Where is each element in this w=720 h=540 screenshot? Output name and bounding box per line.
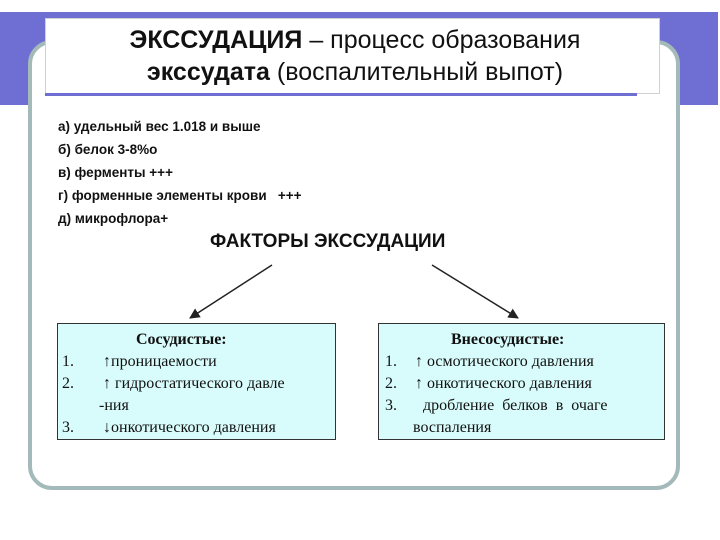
item-number: 1. [385,353,397,370]
title-exudate: экссудата [146,58,270,86]
property-item: г) форменные элементы крови +++ [58,188,302,203]
property-item: б) белок 3-8%о [58,142,158,157]
item-number: 3. [62,419,74,436]
item-number: 2. [385,375,397,392]
property-item: д) микрофлора+ [58,211,169,226]
item-number: 2. [62,375,74,392]
extravascular-item: дробление белков в очаге [423,397,608,414]
vascular-item: ↑ гидростатического давле [103,375,285,392]
vascular-factors-box [57,323,336,440]
arrow-right [432,265,518,318]
title-term: ЭКССУДАЦИЯ [129,26,303,54]
title-effusion: (воспалительный выпот) [269,58,564,86]
property-item: в) ферменты +++ [58,165,173,180]
title-definition: – процесс образования [302,26,581,54]
vascular-item-continuation: -ния [99,397,129,414]
vascular-item: ↑проницаемости [103,353,217,370]
factors-heading: ФАКТОРЫ ЭКССУДАЦИИ [210,231,446,252]
property-item: а) удельный вес 1.018 и выше [58,119,261,134]
extravascular-heading: Внесосудистые: [451,331,565,348]
item-number: 1. [62,353,74,370]
extravascular-factors-box [378,323,665,440]
vascular-item: ↓онкотического давления [103,419,276,436]
vascular-heading: Сосудистые: [136,331,227,348]
extravascular-item: ↑ онкотического давления [415,375,592,392]
arrow-left [190,265,272,318]
item-number: 3. [385,397,397,414]
extravascular-item: ↑ осмотического давления [415,353,594,370]
extravascular-item-continuation: воспаления [413,419,492,436]
